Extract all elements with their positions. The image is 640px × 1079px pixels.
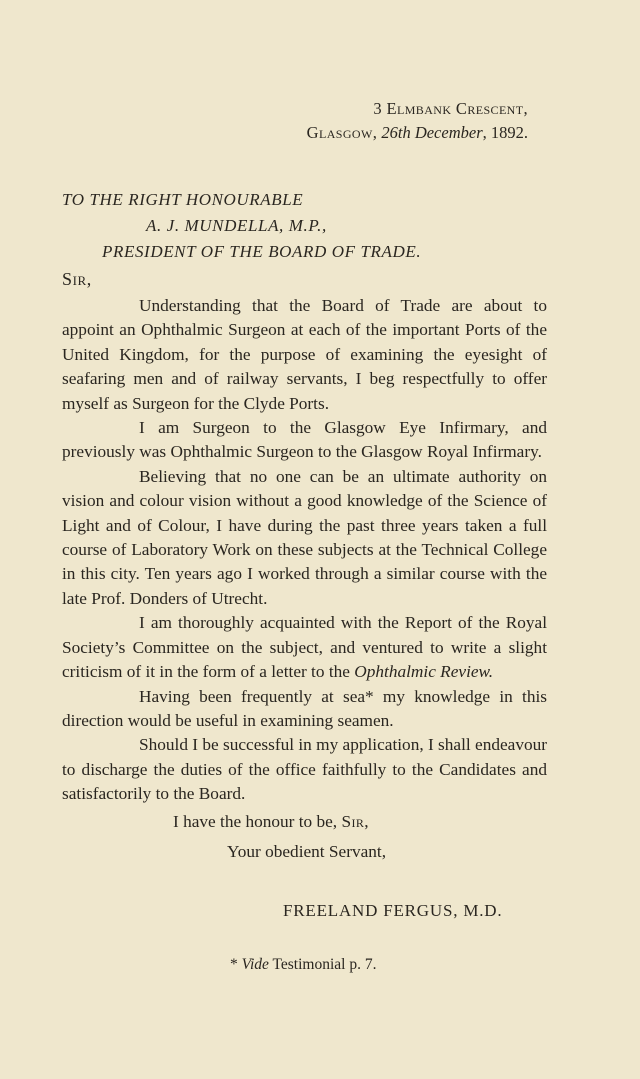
closing-sir: Sir bbox=[341, 812, 365, 831]
paragraph-1: Understanding that the Board of Trade are about to appoint an Ophthalmic Surgeon at each of the important Ports of the United Kingdom, for the purpose of examining the eyesight of seafaring men and of railway servants, I beg respectfully to offer myself as Surgeon for the Clyde Ports. bbox=[62, 296, 547, 413]
paragraph-2: I am Surgeon to the Glasgow Eye Infirmary, and previously was Ophthalmic Surgeon to the Glasgow Royal Infirmary. bbox=[62, 418, 547, 462]
letter-body bbox=[62, 294, 547, 807]
signature: FREELAND FERGUS, M.D. bbox=[283, 901, 503, 920]
footnote-vide: Vide bbox=[241, 956, 269, 973]
address-line-2 bbox=[307, 121, 528, 145]
paragraph-4-text: I am thoroughly acquainted with the Report of the Royal Society’s Committee on the subject, and ventured to write a slight criticism of it in the form of a letter to the bbox=[62, 613, 547, 682]
journal-title: Ophthalmic Review. bbox=[354, 662, 494, 682]
address-date: 26th December bbox=[381, 123, 483, 142]
closing-line-1 bbox=[173, 812, 369, 832]
paragraph-3: Believing that no one can be an ultimate authority on vision and colour vision without a good knowledge of the Science of Light and of Colour, I have during the past three years taken a full course of Laboratory Work on these subjects at the Technical College in this city. Ten years ago I worked through a similar course with the late Prof. Donders of Utrecht. bbox=[62, 466, 547, 608]
paragraph-6: Should I be successful in my application, I shall endeavour to discharge the duties of the office faithfully to the Candidates and satisfactorily to the Board. bbox=[62, 735, 547, 804]
footnote bbox=[230, 956, 376, 974]
footnote-mark: * bbox=[230, 956, 242, 973]
closing-text: I have the honour to be, bbox=[173, 812, 342, 831]
addressee-line-2: A. J. MUNDELLA, M.P., bbox=[146, 216, 327, 235]
closing-comma: , bbox=[364, 812, 369, 831]
address-line-1: 3 Elmbank Crescent, bbox=[373, 99, 528, 118]
addressee-line-3: PRESIDENT OF THE BOARD OF TRADE. bbox=[102, 242, 422, 261]
address-year: , 1892. bbox=[482, 123, 528, 142]
salutation: Sir, bbox=[62, 269, 92, 289]
address-city: Glasgow, bbox=[306, 123, 378, 142]
paragraph-5: Having been frequently at sea* my knowledge in this direction would be useful in examining seamen. bbox=[62, 686, 547, 730]
closing-line-2: Your obedient Servant, bbox=[227, 842, 387, 861]
addressee-line-1: TO THE RIGHT HONOURABLE bbox=[62, 190, 304, 209]
footnote-text: Testimonial p. 7. bbox=[268, 956, 377, 973]
paragraph-4 bbox=[62, 611, 547, 684]
